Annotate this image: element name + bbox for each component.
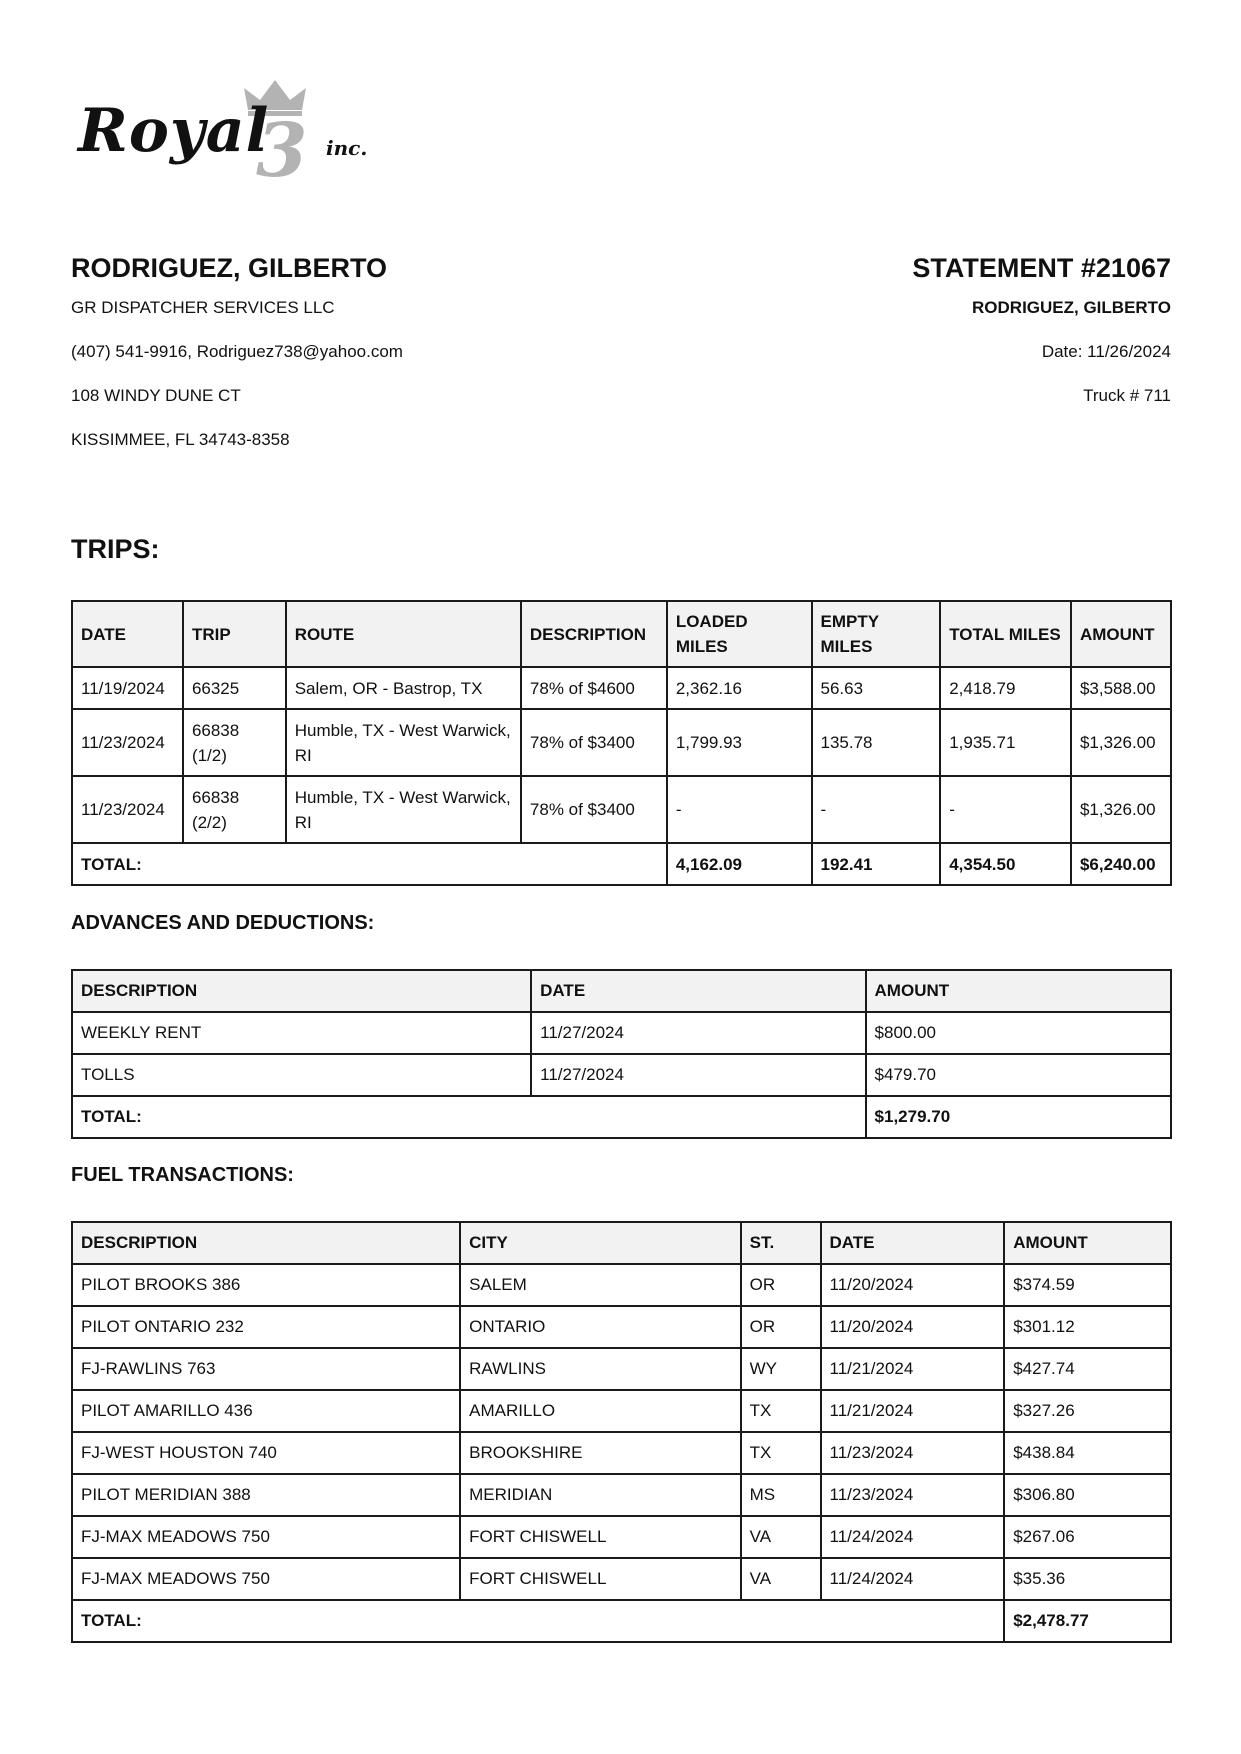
driver-address-line2: KISSIMMEE, FL 34743-8358 xyxy=(71,430,290,449)
table-cell: PILOT AMARILLO 436 xyxy=(72,1390,460,1432)
table-cell: 11/21/2024 xyxy=(821,1348,1005,1390)
total-amount: $6,240.00 xyxy=(1071,843,1171,885)
driver-company: GR DISPATCHER SERVICES LLC xyxy=(71,298,335,317)
table-cell: 56.63 xyxy=(812,667,941,709)
table-cell: 2,362.16 xyxy=(667,667,812,709)
column-header: DESCRIPTION xyxy=(72,970,531,1012)
table-row xyxy=(72,1306,1171,1348)
fuel-title: FUEL TRANSACTIONS: xyxy=(71,1164,294,1186)
total-loaded-miles: 4,162.09 xyxy=(667,843,812,885)
table-cell: $306.80 xyxy=(1004,1474,1171,1516)
table-cell: 11/24/2024 xyxy=(821,1516,1005,1558)
table-cell: FORT CHISWELL xyxy=(460,1516,740,1558)
column-header: AMOUNT xyxy=(1071,601,1171,667)
advances-title: ADVANCES AND DEDUCTIONS: xyxy=(71,912,375,934)
table-cell: 66838 (2/2) xyxy=(183,776,286,843)
table-cell: - xyxy=(940,776,1071,843)
table-cell: FJ-MAX MEADOWS 750 xyxy=(72,1558,460,1600)
table-cell: RAWLINS xyxy=(460,1348,740,1390)
table-cell: TOLLS xyxy=(72,1054,531,1096)
table-cell: $327.26 xyxy=(1004,1390,1171,1432)
driver-contact: (407) 541-9916, Rodriguez738@yahoo.com xyxy=(71,342,403,361)
table-cell: 1,935.71 xyxy=(940,709,1071,776)
total-label: TOTAL: xyxy=(72,1096,866,1138)
table-header-row xyxy=(72,1222,1171,1264)
total-empty-miles: 192.41 xyxy=(812,843,941,885)
table-cell: 11/24/2024 xyxy=(821,1558,1005,1600)
total-label: TOTAL: xyxy=(72,1600,1004,1642)
table-cell: Humble, TX - West Warwick, RI xyxy=(286,709,521,776)
advances-table xyxy=(71,969,1172,1139)
table-cell: $1,326.00 xyxy=(1071,776,1171,843)
statement-info xyxy=(611,250,1171,418)
column-header: ROUTE xyxy=(286,601,521,667)
table-cell: PILOT BROOKS 386 xyxy=(72,1264,460,1306)
table-cell: TX xyxy=(741,1432,821,1474)
table-cell: VA xyxy=(741,1558,821,1600)
table-cell: 11/19/2024 xyxy=(72,667,183,709)
table-cell: - xyxy=(667,776,812,843)
total-amount: $1,279.70 xyxy=(866,1096,1171,1138)
table-cell: 11/23/2024 xyxy=(72,709,183,776)
column-header: TOTAL MILES xyxy=(940,601,1071,667)
table-cell: MERIDIAN xyxy=(460,1474,740,1516)
table-cell: $374.59 xyxy=(1004,1264,1171,1306)
table-header-row xyxy=(72,970,1171,1012)
column-header: DESCRIPTION xyxy=(72,1222,460,1264)
table-cell: Salem, OR - Bastrop, TX xyxy=(286,667,521,709)
table-cell: PILOT MERIDIAN 388 xyxy=(72,1474,460,1516)
driver-address-line1: 108 WINDY DUNE CT xyxy=(71,386,241,405)
table-row xyxy=(72,667,1171,709)
total-row xyxy=(72,843,1171,885)
statement-name: RODRIGUEZ, GILBERTO xyxy=(972,298,1171,317)
table-cell: $267.06 xyxy=(1004,1516,1171,1558)
table-cell: PILOT ONTARIO 232 xyxy=(72,1306,460,1348)
total-row xyxy=(72,1096,1171,1138)
table-row xyxy=(72,1516,1171,1558)
table-cell: $35.36 xyxy=(1004,1558,1171,1600)
logo-numeral: 3 xyxy=(256,108,308,194)
table-cell: 1,799.93 xyxy=(667,709,812,776)
table-cell: FJ-MAX MEADOWS 750 xyxy=(72,1516,460,1558)
table-cell: FORT CHISWELL xyxy=(460,1558,740,1600)
column-header: DESCRIPTION xyxy=(521,601,667,667)
column-header: CITY xyxy=(460,1222,740,1264)
table-cell: 66838 (1/2) xyxy=(183,709,286,776)
table-cell: 135.78 xyxy=(812,709,941,776)
table-header-row xyxy=(72,601,1171,667)
table-cell: 78% of $4600 xyxy=(521,667,667,709)
table-row xyxy=(72,1474,1171,1516)
total-miles: 4,354.50 xyxy=(940,843,1071,885)
table-cell: SALEM xyxy=(460,1264,740,1306)
table-cell: 78% of $3400 xyxy=(521,776,667,843)
trips-title: TRIPS: xyxy=(71,534,160,564)
column-header: DATE xyxy=(531,970,865,1012)
column-header: AMOUNT xyxy=(1004,1222,1171,1264)
table-cell: - xyxy=(812,776,941,843)
column-header: ST. xyxy=(741,1222,821,1264)
statement-truck: Truck # 711 xyxy=(1083,386,1171,405)
table-row xyxy=(72,1054,1171,1096)
table-cell: 2,418.79 xyxy=(940,667,1071,709)
table-cell: $3,588.00 xyxy=(1071,667,1171,709)
column-header: AMOUNT xyxy=(866,970,1171,1012)
table-row xyxy=(72,776,1171,843)
table-cell: VA xyxy=(741,1516,821,1558)
table-cell: MS xyxy=(741,1474,821,1516)
table-cell: 11/20/2024 xyxy=(821,1264,1005,1306)
table-cell: $1,326.00 xyxy=(1071,709,1171,776)
statement-title: STATEMENT #21067 xyxy=(912,253,1171,283)
driver-name: RODRIGUEZ, GILBERTO xyxy=(71,253,388,283)
logo-word: Royal xyxy=(78,96,270,166)
table-cell: 11/27/2024 xyxy=(531,1054,865,1096)
company-logo xyxy=(78,78,378,194)
driver-info xyxy=(71,250,631,462)
table-cell: BROOKSHIRE xyxy=(460,1432,740,1474)
statement-date: Date: 11/26/2024 xyxy=(1041,342,1171,361)
table-cell: WEEKLY RENT xyxy=(72,1012,531,1054)
fuel-table xyxy=(71,1221,1172,1643)
table-cell: TX xyxy=(741,1390,821,1432)
table-row xyxy=(72,1432,1171,1474)
table-cell: 11/21/2024 xyxy=(821,1390,1005,1432)
column-header: TRIP xyxy=(183,601,286,667)
total-row xyxy=(72,1600,1171,1642)
total-amount: $2,478.77 xyxy=(1004,1600,1171,1642)
total-label: TOTAL: xyxy=(72,843,667,885)
table-row xyxy=(72,1012,1171,1054)
table-cell: $301.12 xyxy=(1004,1306,1171,1348)
table-row xyxy=(72,1264,1171,1306)
table-cell: $438.84 xyxy=(1004,1432,1171,1474)
table-cell: 11/23/2024 xyxy=(821,1474,1005,1516)
table-cell: 11/23/2024 xyxy=(821,1432,1005,1474)
table-row xyxy=(72,1348,1171,1390)
table-cell: OR xyxy=(741,1264,821,1306)
table-cell: 78% of $3400 xyxy=(521,709,667,776)
table-cell: ONTARIO xyxy=(460,1306,740,1348)
table-cell: FJ-RAWLINS 763 xyxy=(72,1348,460,1390)
table-row xyxy=(72,709,1171,776)
trips-table xyxy=(71,600,1172,886)
table-cell: $479.70 xyxy=(866,1054,1171,1096)
table-cell: FJ-WEST HOUSTON 740 xyxy=(72,1432,460,1474)
table-cell: 11/27/2024 xyxy=(531,1012,865,1054)
table-cell: AMARILLO xyxy=(460,1390,740,1432)
logo-suffix: inc. xyxy=(326,136,368,160)
table-cell: 11/20/2024 xyxy=(821,1306,1005,1348)
column-header: DATE xyxy=(72,601,183,667)
table-cell: Humble, TX - West Warwick, RI xyxy=(286,776,521,843)
table-row xyxy=(72,1558,1171,1600)
table-cell: $427.74 xyxy=(1004,1348,1171,1390)
table-cell: 66325 xyxy=(183,667,286,709)
column-header: LOADED MILES xyxy=(667,601,812,667)
table-cell: $800.00 xyxy=(866,1012,1171,1054)
table-cell: WY xyxy=(741,1348,821,1390)
table-cell: 11/23/2024 xyxy=(72,776,183,843)
table-row xyxy=(72,1390,1171,1432)
column-header: EMPTY MILES xyxy=(812,601,941,667)
table-cell: OR xyxy=(741,1306,821,1348)
column-header: DATE xyxy=(821,1222,1005,1264)
